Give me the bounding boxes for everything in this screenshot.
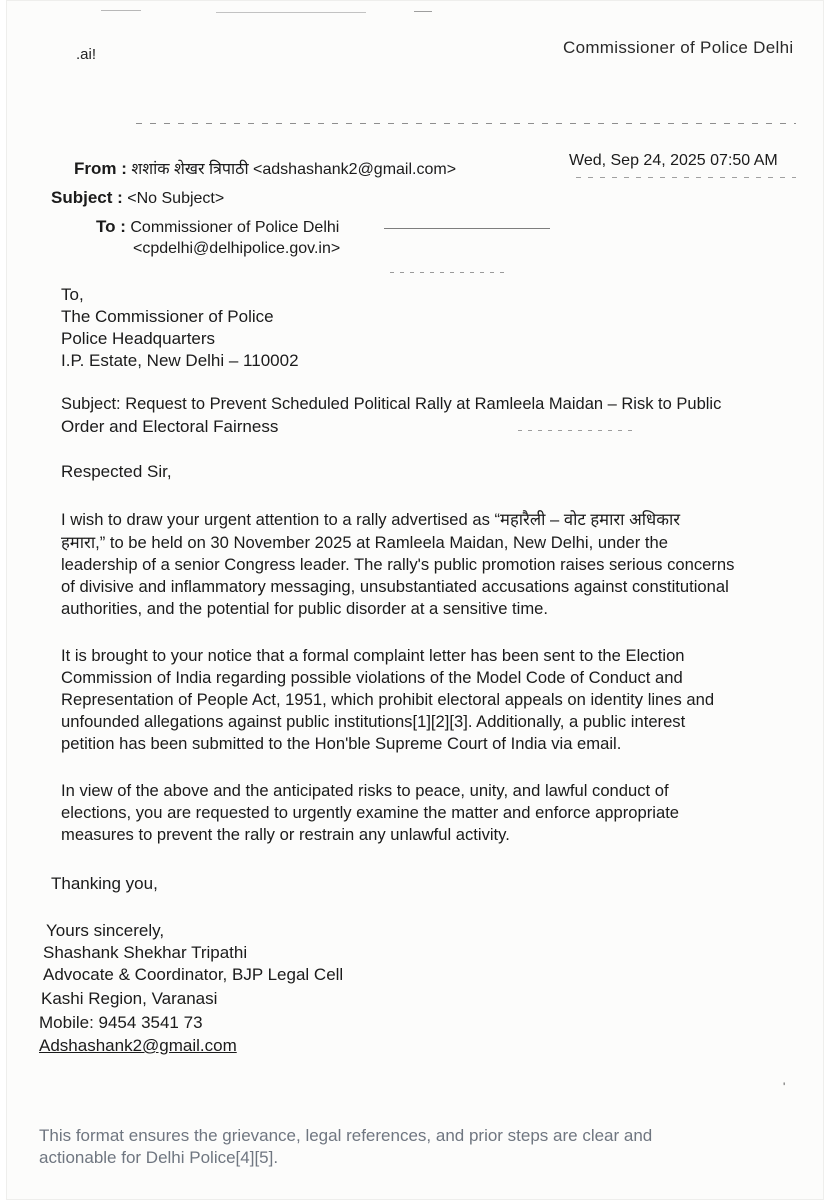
separator-line xyxy=(136,123,796,124)
to-name: Commissioner of Police Delhi xyxy=(130,219,340,236)
email-date: Wed, Sep 24, 2025 07:50 AM xyxy=(569,152,778,169)
header-title: Commissioner of Police Delhi xyxy=(563,38,794,57)
subject-label: Subject : xyxy=(51,188,123,207)
scan-mark xyxy=(216,12,366,13)
paragraph-3-line: elections, you are requested to urgently examine the matter and enforce appropriate xyxy=(61,803,680,822)
letter-page xyxy=(6,0,824,1200)
signer-title: Advocate & Coordinator, BJP Legal Cell xyxy=(43,965,344,984)
paragraph-3-line: measures to prevent the rally or restrain any unlawful activity. xyxy=(61,825,510,844)
paragraph-1-line: of divisive and inflammatory messaging, unsubstantiated accusations against constitutional xyxy=(61,577,729,596)
subject-value: <No Subject> xyxy=(127,190,225,207)
to-label: To : xyxy=(96,217,126,236)
paragraph-1-line: हमारा,” to be held on 30 November 2025 at Ramleela Maidan, New Delhi, under the xyxy=(61,533,668,552)
recipient-line-2: The Commissioner of Police xyxy=(61,307,274,326)
signer-name: Shashank Shekhar Tripathi xyxy=(43,943,248,962)
scan-mark xyxy=(414,11,432,12)
scan-mark xyxy=(101,10,141,11)
recipient-to: To, xyxy=(61,285,84,304)
header-fragment: .ai! xyxy=(76,46,97,63)
signer-region: Kashi Region, Varanasi xyxy=(41,989,218,1008)
letter-subject-line-1: Subject: Request to Prevent Scheduled Political Rally at Ramleela Maidan – Risk to Public xyxy=(61,395,722,413)
paragraph-1-line: leadership of a senior Congress leader. The rally's public promotion raises serious concerns xyxy=(61,555,735,574)
scan-mark xyxy=(518,430,638,431)
scan-mark xyxy=(390,272,510,273)
scan-speck: ' xyxy=(783,1080,786,1094)
signer-email-link[interactable]: Adshashank2@gmail.com xyxy=(39,1036,237,1055)
from-value: शशांक शेखर त्रिपाठी <adshashank2@gmail.com> xyxy=(131,161,457,178)
recipient-line-3: Police Headquarters xyxy=(61,329,216,348)
paragraph-2-line: It is brought to your notice that a formal complaint letter has been sent to the Election xyxy=(61,646,685,665)
salutation: Respected Sir, xyxy=(61,462,172,481)
scan-mark xyxy=(576,177,796,178)
to-email: <cpdelhi@delhipolice.gov.in> xyxy=(133,240,341,257)
letter-subject-line-2: Order and Electoral Fairness xyxy=(61,417,279,436)
scan-mark xyxy=(384,228,550,229)
to-row xyxy=(96,217,339,237)
paragraph-2-line: unfounded allegations against public institutions[1][2][3]. Additionally, a public interest xyxy=(61,712,686,731)
footer-note xyxy=(39,1125,739,1169)
from-label: From : xyxy=(74,159,127,178)
recipient-line-4: I.P. Estate, New Delhi – 110002 xyxy=(61,351,299,370)
signer-mobile: Mobile: 9454 3541 73 xyxy=(39,1013,203,1032)
paragraph-2-line: Representation of People Act, 1951, which prohibit electoral appeals on identity lines and xyxy=(61,690,715,709)
footer-line-2: actionable for Delhi Police[4][5]. xyxy=(39,1148,279,1167)
paragraph-1-line: authorities, and the potential for public disorder at a sensitive time. xyxy=(61,599,549,618)
closing-yours: Yours sincerely, xyxy=(46,921,165,940)
paragraph-3-line: In view of the above and the anticipated risks to peace, unity, and lawful conduct of xyxy=(61,781,669,800)
subject-row xyxy=(51,188,224,208)
from-row xyxy=(74,157,456,179)
paragraph-2-line: petition has been submitted to the Hon'ble Supreme Court of India via email. xyxy=(61,734,622,753)
paragraph-1-line: I wish to draw your urgent attention to a rally advertised as “महारैली – वोट हमारा अधिकार xyxy=(61,510,681,529)
paragraph-2-line: Commission of India regarding possible violations of the Model Code of Conduct and xyxy=(61,668,683,687)
closing-thanks: Thanking you, xyxy=(51,874,158,893)
footer-line-1: This format ensures the grievance, legal references, and prior steps are clear and xyxy=(39,1126,653,1145)
